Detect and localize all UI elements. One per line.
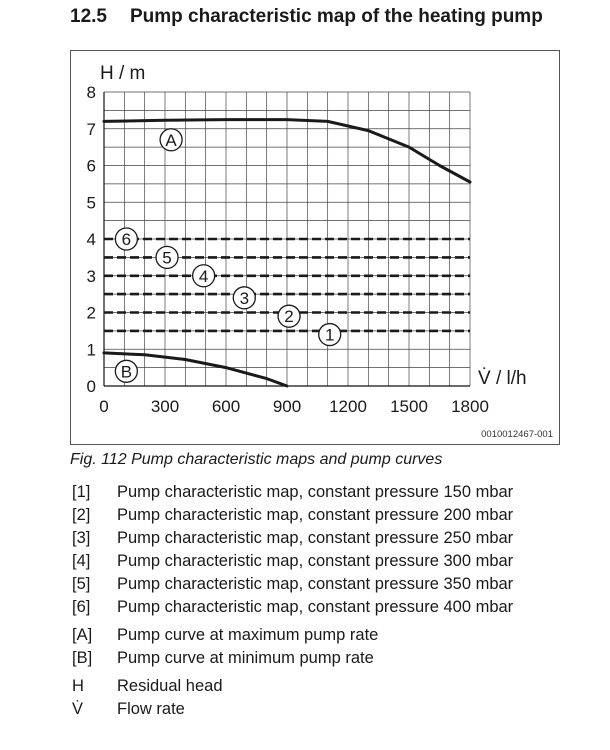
y-tick-label: 7 (86, 119, 96, 139)
x-tick-label: 600 (211, 397, 241, 416)
legend-text: Pump characteristic map, constant pressure 150 mbar (117, 483, 514, 501)
legend-key: [B] (72, 649, 93, 667)
y-tick-label: 4 (86, 230, 96, 249)
legend-text: Pump curve at minimum pump rate (117, 649, 374, 667)
x-tick-label: 300 (150, 397, 180, 416)
x-tick-label: 0 (99, 397, 109, 416)
legend-text: Pump characteristic map, constant pressure 400 mbar (117, 598, 514, 616)
section-title: Pump characteristic map of the heating pump (130, 6, 543, 27)
marker-label-a: A (165, 130, 177, 150)
legend-key: V̇ (72, 700, 84, 718)
x-tick-label: 900 (272, 397, 302, 416)
x-tick-label: 1500 (390, 397, 428, 416)
legend-text: Flow rate (117, 700, 185, 718)
legend-text: Pump curve at maximum pump rate (117, 626, 379, 644)
x-tick-label: 1800 (451, 397, 489, 416)
legend-text: Pump characteristic map, constant pressure 300 mbar (117, 552, 514, 570)
legend-text: Pump characteristic map, constant pressure 350 mbar (117, 575, 514, 593)
y-tick-label: 8 (86, 83, 96, 102)
y-tick-label: 0 (86, 377, 96, 396)
y-tick-label: 6 (86, 156, 96, 176)
marker-label-3: 3 (239, 288, 250, 308)
legend-key: [A] (72, 626, 93, 644)
legend-key: [3] (72, 529, 91, 547)
marker-label-5: 5 (162, 248, 172, 268)
legend-text: Pump characteristic map, constant pressure 250 mbar (117, 529, 514, 547)
x-axis-label: V̇ / l/h (478, 368, 527, 389)
marker-label-b: B (120, 362, 133, 382)
marker-label-1: 1 (324, 325, 335, 345)
marker-label-2: 2 (284, 307, 294, 327)
legend-key: [4] (72, 552, 91, 570)
legend-key: [1] (72, 483, 91, 501)
y-axis-label: H / m (100, 63, 146, 84)
y-tick-label: 3 (86, 266, 96, 286)
legend-key: H (72, 677, 84, 695)
x-tick-label: 1200 (329, 397, 367, 416)
y-tick-label: 1 (86, 340, 96, 360)
legend-text: Residual head (117, 677, 223, 695)
legend-key: [5] (72, 575, 91, 593)
legend-key: [2] (72, 506, 91, 524)
y-tick-label: 2 (86, 303, 96, 323)
legend-text: Pump characteristic map, constant pressure 200 mbar (117, 506, 514, 524)
legend-key: [6] (72, 598, 91, 616)
marker-label-6: 6 (121, 230, 132, 249)
figure-id: 0010012467-001 (481, 429, 553, 440)
marker-label-4: 4 (198, 266, 209, 286)
section-number: 12.5 (70, 6, 107, 27)
y-tick-label: 5 (86, 193, 96, 213)
figure-caption: Fig. 112 Pump characteristic maps and pump curves (70, 451, 443, 468)
